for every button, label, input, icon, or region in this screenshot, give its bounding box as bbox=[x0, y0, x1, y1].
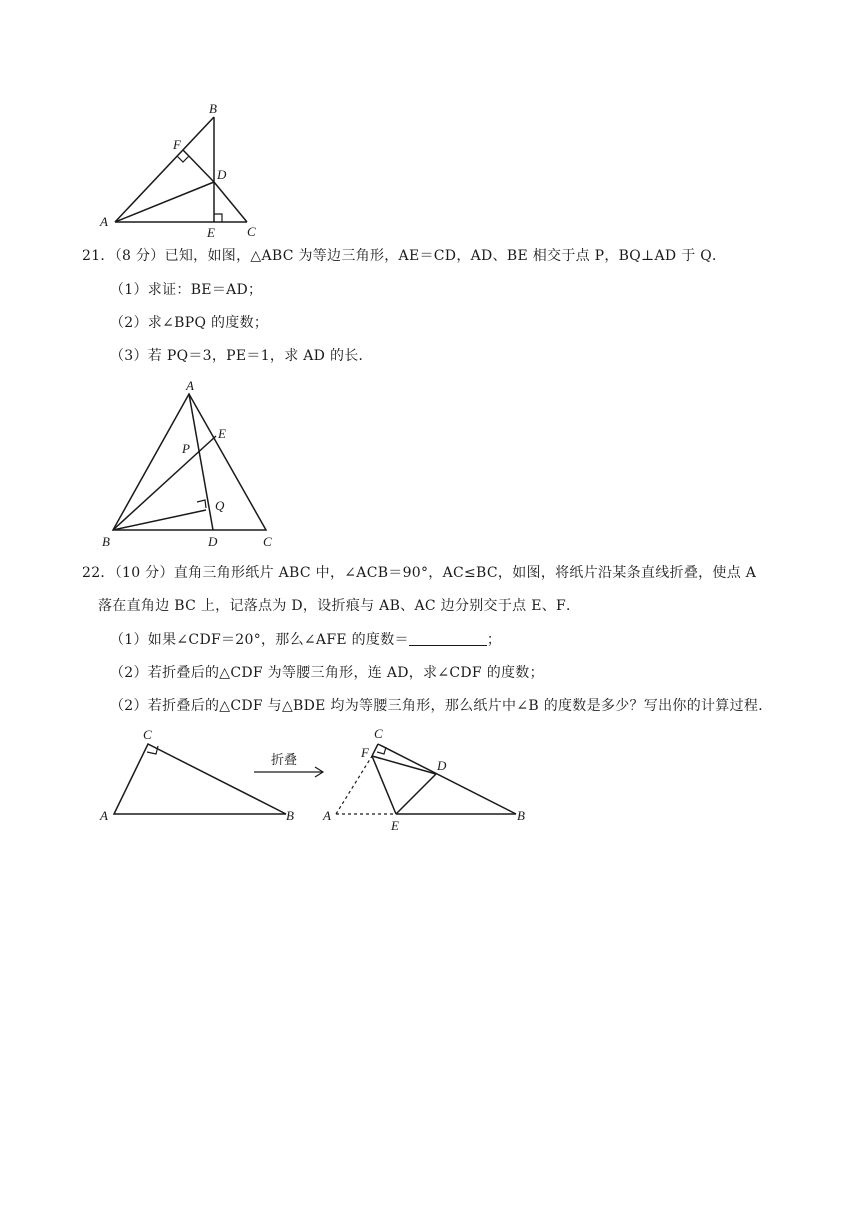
label-P: P bbox=[182, 441, 190, 456]
q22-stem-line1: 22．（10 分）直角三角形纸片 ABC 中，∠ACB＝90°，AC≤BC，如图，将纸片沿某条直线折叠，使点 A bbox=[82, 565, 757, 581]
figure-question-21 bbox=[96, 374, 286, 550]
label-A: A bbox=[186, 378, 194, 393]
q22-part1-text: （1）如果∠CDF＝20°，那么∠AFE 的度数＝ bbox=[110, 632, 409, 648]
label-B: B bbox=[102, 534, 110, 549]
segment-BQ bbox=[113, 510, 206, 530]
label-D: D bbox=[208, 534, 218, 549]
right-angle-Q bbox=[197, 500, 206, 508]
label-F-right: F bbox=[361, 745, 369, 760]
q22-part3: （2）若折叠后的△CDF 与△BDE 均为等腰三角形，那么纸片中∠B 的度数是多少？写出你的计算过程． bbox=[110, 698, 773, 714]
arrow-icon bbox=[254, 767, 323, 777]
triangle-ABC-left bbox=[114, 744, 286, 814]
figure-question-20 bbox=[96, 96, 266, 238]
label-E-right: E bbox=[391, 818, 399, 832]
label-B-left: B bbox=[286, 808, 294, 823]
right-angle-E bbox=[214, 214, 222, 222]
q21-stem: 21．（8 分）已知，如图，△ABC 为等边三角形，AE＝CD，AD、BE 相交于点 P，BQ⊥AD 于 Q． bbox=[82, 248, 727, 264]
side-AB bbox=[115, 117, 214, 222]
label-C: C bbox=[247, 224, 256, 238]
label-A-right: A bbox=[323, 808, 331, 823]
segment-AD bbox=[115, 182, 214, 222]
segment-FD bbox=[372, 756, 436, 774]
label-B: B bbox=[209, 101, 217, 116]
segment-CF bbox=[372, 744, 378, 756]
arrow-label: 折叠 bbox=[271, 753, 298, 768]
right-angle-F bbox=[177, 156, 189, 162]
q22-stem-line2: 落在直角边 BC 上，记落点为 D，设折痕与 AB、AC 边分别交于点 E、F． bbox=[98, 598, 581, 614]
q22-part1 bbox=[110, 630, 501, 650]
q22-part1-end: ； bbox=[486, 632, 502, 648]
label-E: E bbox=[207, 225, 215, 238]
label-C: C bbox=[263, 534, 272, 549]
answer-blank bbox=[409, 631, 487, 646]
label-A-left: A bbox=[100, 808, 108, 823]
label-A: A bbox=[100, 214, 108, 229]
q21-part1: （1）求证：BE＝AD； bbox=[110, 282, 263, 298]
segment-ED bbox=[396, 774, 436, 814]
label-Q: Q bbox=[215, 498, 225, 513]
label-D: D bbox=[217, 167, 227, 182]
label-F: F bbox=[173, 137, 181, 152]
segment-BE bbox=[113, 436, 216, 530]
q21-part2: （2）求∠BPQ 的度数； bbox=[110, 315, 269, 331]
dashed-AF bbox=[336, 756, 372, 814]
label-C-right: C bbox=[374, 726, 383, 741]
right-angle-C-left bbox=[147, 746, 158, 754]
figure-question-22 bbox=[96, 724, 536, 832]
segment-DC bbox=[214, 182, 247, 222]
label-B-right: B bbox=[517, 808, 525, 823]
label-C-left: C bbox=[143, 727, 152, 742]
fold-FE bbox=[372, 756, 396, 814]
label-E: E bbox=[218, 426, 226, 441]
segment-FD bbox=[183, 150, 214, 182]
q21-part3: （3）若 PQ＝3，PE＝1，求 AD 的长． bbox=[110, 348, 373, 364]
label-D-right: D bbox=[437, 758, 447, 773]
q22-part2: （2）若折叠后的△CDF 为等腰三角形，连 AD，求∠CDF 的度数； bbox=[110, 665, 544, 681]
side-CB bbox=[378, 744, 516, 814]
